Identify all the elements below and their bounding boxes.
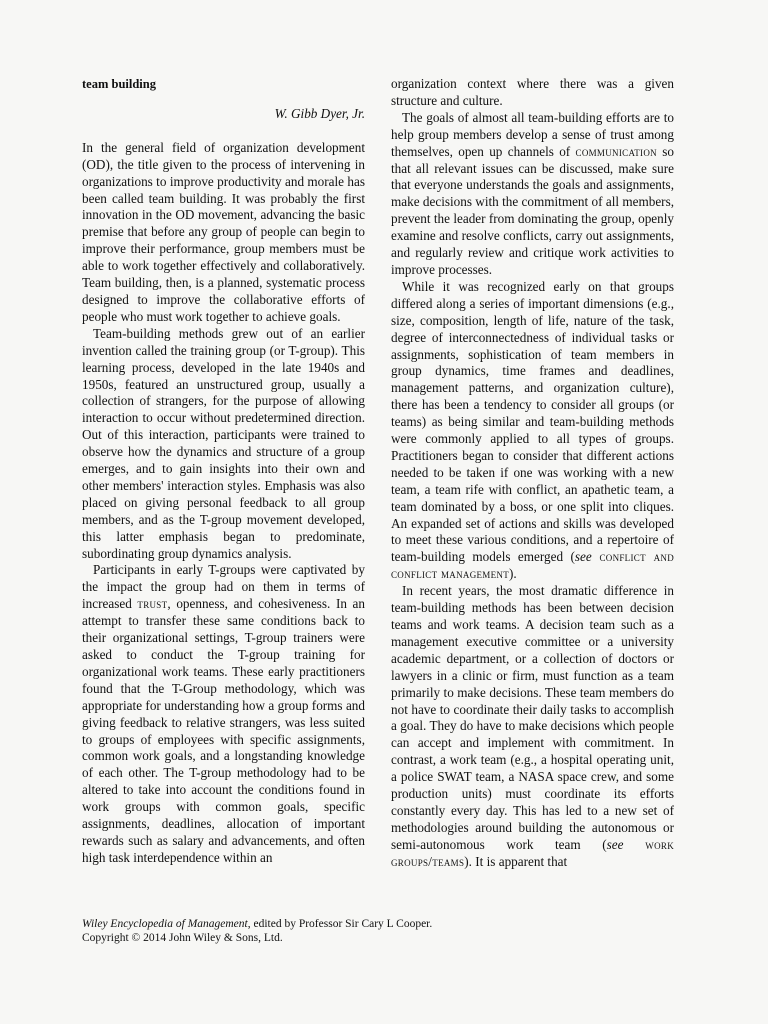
page-footer [82, 917, 682, 945]
paragraph: While it was recognized early on that groups differed along a series of important dimensions (e.g., size, composition, length of life, nature of the task, degree of interconnectedness of individual tasks or assignments, sophistication of team members in group dynamics, time frames and deadlines, management patterns, and organization culture), there has been a tendency to consider all groups (or teams) as being similar and team-building methods were commonly applied to all types of groups. Practitioners began to consider that different actions needed to be taken if one was working with a new team, a team rife with conflict, an apathetic team, a team dominated by a boss, or one split into cliques. An expanded set of actions and skills was developed to meet these various conditions, and a repertoire of team-building models emerged (see conflict and conflict management). [391, 278, 675, 582]
article-title: team building [82, 77, 156, 91]
cross-reference-link[interactable]: work groups/teams [391, 836, 675, 869]
cross-reference-link[interactable]: conflict and conflict management [391, 549, 675, 582]
paragraph: The goals of almost all team-building efforts are to help group members develop a sense of trust among themselves, open up channels of communication so that all relevant issues can be discussed, make sure that everyone understands the goals and assignments, make decisions with the commitment of all members, prevent the leader from dominating the group, openly examine and resolve conflicts, carry out assignments, and regularly review and critique work activities to improve processes. [391, 109, 674, 277]
paragraph: In recent years, the most dramatic difference in team-building methods has been between decision teams and work teams. A decision team such as a management executive committee or a university academic department, or a collection of doctors or lawyers in a clinic or firm, must function as a team primarily to make decisions. These team members do not have to coordinate their daily tasks to accomplish a goal. They do have to make decisions which people can accept and implement with commitment. In contrast, a work team (e.g., a hospital operating unit, a police SWAT team, a NASA space crew, and some production units) must coordinate its efforts constantly every day. This has led to a new set of methodologies around building the autonomous or semi-autonomous work team (see work groups/teams). It is apparent that [391, 583, 675, 869]
cross-reference-link[interactable]: communication [575, 143, 657, 159]
footer-copyright: Copyright © 2014 John Wiley & Sons, Ltd. [82, 932, 283, 944]
paragraph: In the general field of organization development (OD), the title given to the process of intervening in organizations to improve productivity and morale has been called team building. It was probably the first innovation in the OD movement, advancing the basic premise that before any group of people can begin to improve their performance, group members must be able to work together effectively and collaboratively. Team building, then, is a planned, systematic process designed to improve the collaborative efforts of people who must work together to achieve goals. [82, 139, 365, 324]
cross-reference-link[interactable]: trust [137, 596, 168, 612]
left-column [82, 76, 365, 867]
footer-citation: Wiley Encyclopedia of Management, edited by Professor Sir Cary L Cooper. [82, 918, 433, 930]
right-column [391, 76, 674, 871]
paragraph: Participants in early T-groups were captivated by the impact the group had on them in terms of increased trust, openness, and cohesiveness. In an attempt to transfer these same conditions back to their organizational settings, T-group trainers were asked to conduct the T-group training for organizational work teams. These early practitioners found that the T-Group methodology, which was appropriate for understanding how a group forms and giving feedback to relative strangers, was less suited to groups of employees with specific assignments, common work goals, and a longstanding knowledge of each other. The T-group methodology had to be altered to take into account the conditions found in work groups with common goals, specific assignments, deadlines, allocation of important rewards such as salary and advancements, and often high task interdependence within an [82, 562, 365, 865]
article-author: W. Gibb Dyer, Jr. [274, 105, 365, 121]
paragraph: Team-building methods grew out of an earlier invention called the training group (or T-group). This learning process, developed in the late 1940s and 1950s, featured an unstructured group, usually a collection of strangers, for the purpose of allowing interaction to occur without predetermined direction. Out of this interaction, participants were trained to observe how the dynamics and structure of a group emerges, and to gain insights into their own and other members' interaction styles. Emphasis was also placed on giving personal feedback to all group members, and as the T-group movement developed, this latter emphasis began to predominate, subordinating group dynamics analysis. [82, 325, 365, 561]
paragraph: organization context where there was a given structure and culture. [391, 76, 674, 108]
